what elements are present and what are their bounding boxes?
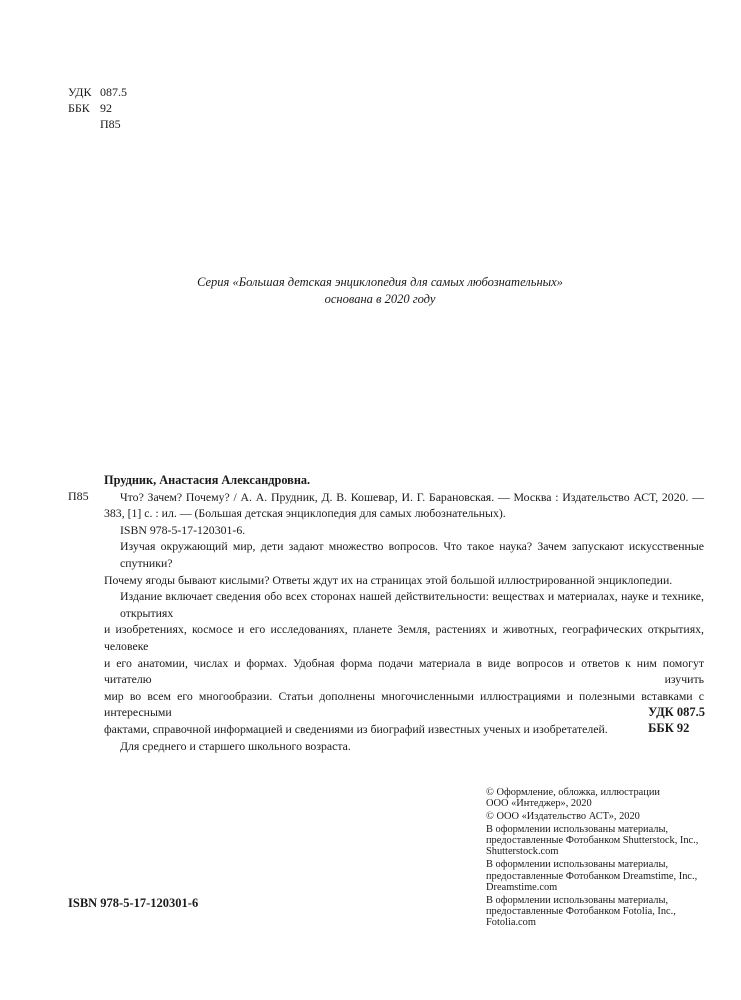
copyright-line: В оформлении использованы материалы, [486, 859, 669, 871]
bbk-index: ББК 92 [648, 721, 690, 735]
record-title-line: 383, [1] с. : ил. — (Большая детская энциклопедия для самых любознательных). [104, 506, 506, 521]
copyright-line: © Оформление, обложка, иллюстрации [486, 787, 660, 798]
bibliographic-record [104, 472, 704, 754]
annotation-line: Издание включает сведения обо всех сторонах нашей действительности: веществах и материалах, науке и технике, открытиях [120, 589, 704, 620]
copyright-line: В оформлении использованы материалы, [486, 894, 669, 906]
copyright-group [486, 859, 698, 893]
copyright-line: предоставленные Фотобанком Shutterstock, Inc., [486, 835, 699, 847]
series-note [0, 274, 741, 308]
annotation-line: фактами, справочной информацией и сведениями из биографий известных ученых и изобретателей. [104, 721, 608, 736]
annotation-line: Почему ягоды бывают кислыми? Ответы ждут их на страницах этой большой иллюстрированной энциклопедии. [104, 572, 673, 587]
bbk-code: 92 [100, 101, 112, 115]
author-sign: П85 [100, 117, 121, 131]
copyright-group [486, 895, 698, 929]
record-title-line: Что? Зачем? Почему? / А. А. Прудник, Д. В. Кошевар, И. Г. Барановская. — Москва : Издательство АСТ, 2020. — [120, 489, 704, 504]
bbk-label: ББК [68, 101, 90, 115]
copyright-line: предоставленные Фотобанком Dreamstime, Inc., [486, 870, 698, 882]
copyright-line: предоставленные Фотобанком Fotolia, Inc., [486, 905, 676, 917]
record-author-sign: П85 [68, 489, 89, 503]
copyright-group [486, 811, 698, 822]
record-author: Прудник, Анастасия Александровна. [104, 473, 311, 487]
series-line: основана в 2020 году [324, 292, 436, 306]
copyright-line: В оформлении использованы материалы, [486, 823, 669, 835]
series-line: Серия «Большая детская энциклопедия для самых любознательных» [197, 275, 563, 289]
udk-code: 087.5 [100, 85, 127, 99]
copyright-line: Shutterstock.com [486, 846, 559, 858]
record-isbn: ISBN 978-5-17-120301-6. [120, 522, 246, 537]
index-right [648, 704, 705, 736]
audience-note: Для среднего и старшего школьного возраста. [120, 738, 351, 753]
isbn-footer: ISBN 978-5-17-120301-6 [68, 896, 199, 910]
copyright-block [486, 787, 698, 929]
annotation-line: и его анатомии, числах и формах. Удобная форма подачи материала в виде вопросов и ответов к ним помогут читателю изучить [104, 655, 704, 687]
udk-index: УДК 087.5 [648, 705, 705, 719]
classification-block [68, 84, 127, 132]
copyright-group [486, 787, 698, 810]
annotation-line: и изобретениях, космосе и его исследованиях, планете Земля, растениях и животных, географических открытиях, человеке [104, 622, 704, 653]
copyright-line: Dreamstime.com [486, 881, 558, 893]
udk-label: УДК [68, 85, 92, 99]
copyright-line: ООО «Интеджер», 2020 [486, 798, 592, 810]
copyright-line: © ООО «Издательство АСТ», 2020 [486, 811, 640, 823]
copyright-line: Fotolia.com [486, 917, 536, 929]
annotation-line: Изучая окружающий мир, дети задают множество вопросов. Что такое наука? Зачем запускают искусственные спутники? [120, 539, 704, 570]
annotation-line: мир во всем его многообразии. Статьи дополнены многочисленными иллюстрациями и полезными вставками с интересными [104, 688, 704, 720]
copyright-group [486, 824, 698, 858]
